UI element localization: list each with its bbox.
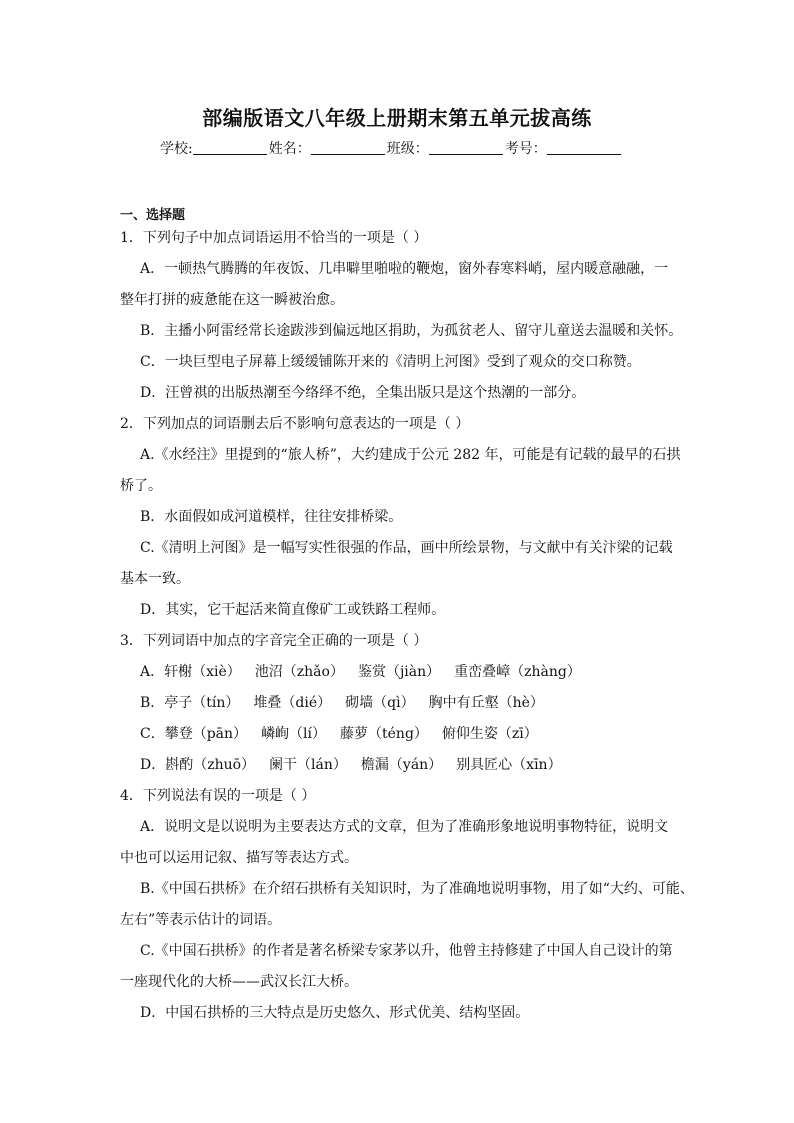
question-stem: 1．下列句子中加点词语运用不恰当的一项是（ ） bbox=[120, 230, 428, 246]
word-pinyin: 阑干（lán） bbox=[269, 757, 347, 773]
name-label: 姓名： bbox=[268, 141, 311, 157]
question-stem: 3．下列词语中加点的字音完全正确的一项是（ ） bbox=[120, 633, 428, 649]
word-pinyin: 池沼（zhǎo） bbox=[254, 664, 344, 680]
word-pinyin: 砌墙（qì） bbox=[345, 695, 415, 711]
option-c[interactable] bbox=[140, 724, 538, 744]
option-b[interactable]: B．水面假如成河道模样，往往安排桥梁。 bbox=[140, 509, 403, 525]
word-pinyin: 藤萝（téng） bbox=[340, 726, 428, 742]
word-pinyin: 别具匠心（xīn） bbox=[456, 757, 562, 773]
word-pinyin: 胸中有丘壑（hè） bbox=[428, 695, 544, 711]
word-pinyin: C．攀登（pān） bbox=[140, 726, 248, 742]
exam-number-blank[interactable] bbox=[547, 140, 621, 155]
option-a[interactable]: A．一顿热气腾腾的年夜饭、几串噼里啪啦的鞭炮，窗外春寒料峭，屋内暖意融融，一 bbox=[140, 261, 669, 277]
option-d[interactable]: D．其实，它干起活来简直像矿工或铁路工程师。 bbox=[140, 602, 446, 618]
option-b-continuation: 左右”等表示估计的词语。 bbox=[120, 912, 282, 928]
word-pinyin: A．轩榭（xiè） bbox=[140, 664, 241, 680]
student-info-row bbox=[160, 138, 640, 158]
option-c[interactable]: C.《中国石拱桥》的作者是著名桥梁专家茅以升，他曾主持修建了中国人自己设计的第 bbox=[140, 943, 673, 959]
class-blank[interactable] bbox=[429, 140, 503, 155]
option-a-continuation: 中也可以运用记叙、描写等表达方式。 bbox=[120, 850, 358, 866]
word-pinyin: 堆叠（dié） bbox=[253, 695, 332, 711]
option-d[interactable] bbox=[140, 755, 562, 775]
option-a[interactable]: A.《水经注》里提到的“旅人桥”，大约建成于公元 282 年，可能是有记载的最早的石拱 bbox=[140, 447, 681, 463]
option-c[interactable]: C.《清明上河图》是一幅写实性很强的作品，画中所绘景物，与文献中有关汴梁的记载 bbox=[140, 540, 673, 556]
word-pinyin: 檐漏（yán） bbox=[360, 757, 443, 773]
word-pinyin: B．亭子（tín） bbox=[140, 695, 240, 711]
option-b[interactable] bbox=[140, 693, 544, 713]
question-stem: 2．下列加点的词语删去后不影响句意表达的一项是（ ） bbox=[120, 416, 470, 432]
option-a-continuation: 整年打拼的疲惫能在这一瞬被治愈。 bbox=[120, 292, 344, 308]
option-a[interactable]: A．说明文是以说明为主要表达方式的文章，但为了准确形象地说明事物特征，说明文 bbox=[140, 819, 669, 835]
option-c[interactable]: C．一块巨型电子屏幕上缓缓铺陈开来的《清明上河图》受到了观众的交口称赞。 bbox=[140, 354, 641, 370]
name-blank[interactable] bbox=[311, 140, 385, 155]
option-c-continuation: 一座现代化的大桥——武汉长江大桥。 bbox=[120, 974, 358, 990]
question-stem: 4．下列说法有误的一项是（ ） bbox=[120, 788, 316, 804]
option-c-continuation: 基本一致。 bbox=[120, 571, 190, 587]
page-title: 部编版语文八年级上册期末第五单元拔高练 bbox=[202, 106, 592, 130]
option-d[interactable]: D．中国石拱桥的三大特点是历史悠久、形式优美、结构坚固。 bbox=[140, 1005, 530, 1021]
word-pinyin: 重峦叠嶂（zhàng） bbox=[454, 664, 581, 680]
word-pinyin: 鉴赏（jiàn） bbox=[357, 664, 441, 680]
option-a[interactable] bbox=[140, 662, 581, 682]
section-heading: 一、选择题 bbox=[120, 208, 186, 223]
option-d[interactable]: D．汪曾祺的出版热潮至今络绎不绝，全集出版只是这个热潮的一部分。 bbox=[140, 385, 586, 401]
word-pinyin: 嶙峋（lí） bbox=[261, 726, 327, 742]
school-label: 学校: bbox=[160, 141, 193, 157]
class-label: 班级： bbox=[386, 141, 429, 157]
option-b[interactable]: B．主播小阿雷经常长途跋涉到偏远地区捐助，为孤贫老人、留守儿童送去温暖和关怀。 bbox=[140, 323, 683, 339]
school-blank[interactable] bbox=[193, 140, 267, 155]
exam-number-label: 考号： bbox=[504, 141, 547, 157]
word-pinyin: D．斟酌（zhuō） bbox=[140, 757, 256, 773]
option-a-continuation: 桥了。 bbox=[120, 478, 162, 494]
word-pinyin: 俯仰生姿（zī） bbox=[441, 726, 538, 742]
option-b[interactable]: B.《中国石拱桥》在介绍石拱桥有关知识时，为了准确地说明事物，用了如“大约、可能、 bbox=[140, 881, 694, 897]
